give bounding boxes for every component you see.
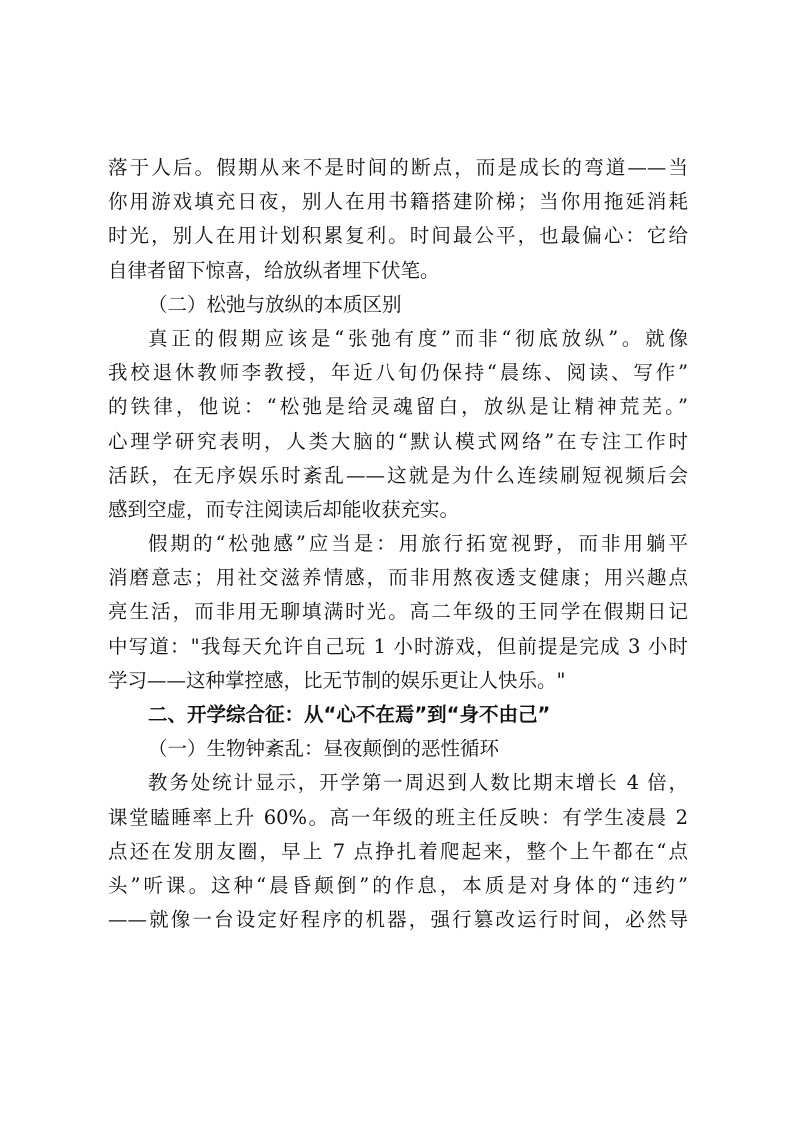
- paragraph-line: 我校退休教师李教授，年近八旬仍保持“晨练、阅读、写作”: [108, 361, 688, 385]
- paragraph-line: 消磨意志；用社交滋养情感，而非用熬夜透支健康；用兴趣点: [108, 566, 688, 590]
- paragraph-line: 心理学研究表明，人类大脑的“默认模式网络”在专注工作时: [108, 429, 688, 453]
- section-heading: 二、开学综合征：从“心不在焉”到“身不由己”: [148, 703, 551, 726]
- paragraph-line: 真正的假期应该是“张弛有度”而非“彻底放纵”。就像: [148, 326, 688, 350]
- subheading: （二）松弛与放纵的本质区别: [148, 292, 402, 316]
- paragraph-line: 感到空虚，而专注阅读后却能收获充实。: [108, 497, 460, 521]
- paragraph-line: ——就像一台设定好程序的机器，强行篡改运行时间，必然导: [108, 908, 688, 932]
- subheading: （一）生物钟紊乱：昼夜颠倒的恶性循环: [148, 737, 500, 761]
- paragraph-line: 课堂瞌睡率上升 60%。高一年级的班主任反映：有学生凌晨 2: [108, 805, 688, 829]
- paragraph-line: 头”听课。这种“晨昏颠倒”的作息，本质是对身体的“违约”: [108, 873, 688, 897]
- document-page: [108, 151, 688, 937]
- paragraph-line: 亮生活，而非用无聊填满时光。高二年级的王同学在假期日记: [108, 600, 688, 624]
- paragraph-line: 假期的“松弛感”应当是：用旅行拓宽视野，而非用躺平: [148, 532, 688, 556]
- paragraph-line: 自律者留下惊喜，给放纵者埋下伏笔。: [108, 258, 440, 282]
- paragraph-line: 你用游戏填充日夜，别人在用书籍搭建阶梯；当你用拖延消耗: [108, 190, 688, 214]
- paragraph-line: 教务处统计显示，开学第一周迟到人数比期末增长 4 倍，: [148, 771, 688, 795]
- paragraph-line: 中写道："我每天允许自己玩 1 小时游戏，但前提是完成 3 小时: [108, 634, 688, 658]
- paragraph-line: 时光，别人在用计划积累复利。时间最公平，也最偏心：它给: [108, 224, 688, 248]
- paragraph-line: 点还在发朋友圈，早上 7 点挣扎着爬起来，整个上午都在“点: [108, 839, 688, 863]
- paragraph-line: 的铁律，他说：“松弛是给灵魂留白，放纵是让精神荒芜。”: [108, 395, 688, 419]
- paragraph-line: 学习——这种掌控感，比无节制的娱乐更让人快乐。": [108, 668, 566, 692]
- paragraph-line: 活跃，在无序娱乐时紊乱——这就是为什么连续刷短视频后会: [108, 463, 688, 487]
- paragraph-line: 落于人后。假期从来不是时间的断点，而是成长的弯道——当: [108, 156, 688, 179]
